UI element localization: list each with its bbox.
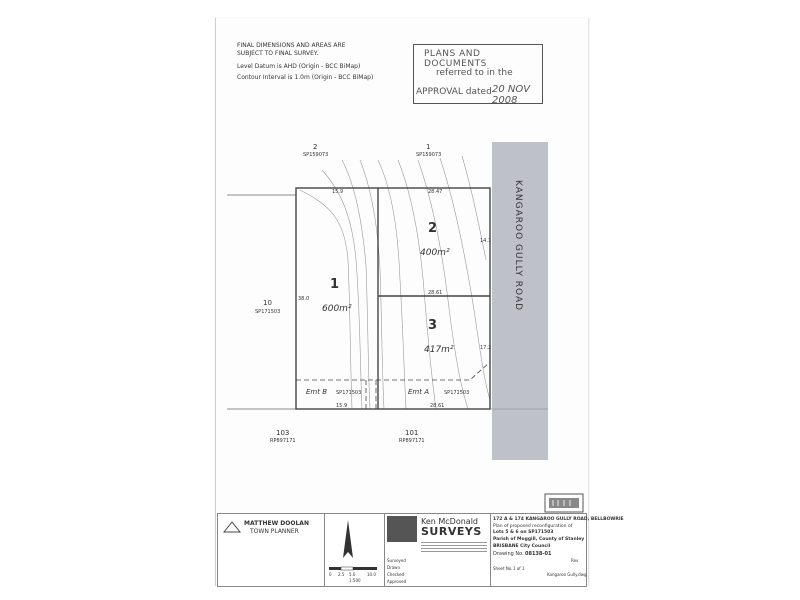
note-line: Contour Interval is 1.0m (Origin - BCC BiMap) [237, 74, 374, 81]
note-line: Level Datum is AHD (Origin - BCC BiMap) [237, 63, 361, 70]
dimension-label: 15.9 [336, 403, 348, 409]
scale-tick: 10.0 [367, 572, 376, 577]
property-address: 172 A & 174 KANGAROO GULLY ROAD, BELLBOWRIE [493, 517, 624, 522]
council-name: BRISBANE City Council [493, 544, 551, 549]
dimension-label: 38.0 [298, 296, 310, 302]
neighbour-lot-label: 101 [405, 429, 419, 437]
scale-tick: 2.5 [338, 572, 345, 577]
neighbour-lot-label: 10 [263, 299, 272, 307]
easement-plan-label: SP171503 [444, 390, 470, 396]
planner-logo-icon [222, 520, 242, 534]
scale-block [324, 513, 386, 587]
planner-role: TOWN PLANNER [250, 528, 299, 535]
dimension-label: 28.47 [428, 189, 443, 195]
checked-label: Checked [387, 572, 405, 577]
drawing-number: 08138-01 [525, 551, 552, 557]
note-line: FINAL DIMENSIONS AND AREAS ARE [237, 42, 346, 49]
dimension-label: 17.2 [480, 345, 492, 351]
neighbour-plan-label: SP171503 [255, 309, 281, 315]
plan-lots: Lots 5 & 6 on SP171503 [493, 530, 554, 535]
parish-county: Parish of Moggill, County of Stanley [493, 537, 585, 542]
neighbour-plan-label: SP159073 [303, 152, 329, 158]
stamp-line: PLANS AND DOCUMENTS [424, 49, 487, 69]
stamp-line: APPROVAL dated [416, 87, 492, 97]
lot-area: 600m² [322, 304, 352, 314]
drawing-number-label: Drawing No. [493, 551, 524, 557]
planner-block [217, 513, 326, 587]
neighbour-lot-label: 103 [276, 429, 290, 437]
neighbour-plan-label: RP897171 [270, 438, 296, 444]
dimension-label: 28.61 [430, 403, 445, 409]
neighbour-lot-label: 1 [426, 143, 431, 151]
surveyor-logo [387, 516, 417, 542]
easement-lines [296, 362, 490, 409]
scale-ratio: 1:500 [349, 578, 361, 583]
stamp-line: referred to in the [436, 68, 513, 78]
lot-area: 400m² [420, 248, 450, 258]
sheet-number-label: Sheet No. [493, 566, 513, 571]
neighbour-lot-label: 2 [313, 143, 318, 151]
easement-label: Emt B [306, 388, 328, 396]
surveyor-name: Ken McDonald [421, 517, 479, 526]
sheet-number: 1 of 1 [513, 566, 525, 571]
easement-label: Emt A [408, 388, 429, 396]
drawn-label: Drawn [387, 565, 400, 570]
scale-tick: 5.0 [349, 572, 356, 577]
approved-label: Approved [387, 579, 407, 584]
plan-description: Plan of proposed reconfiguration of [493, 524, 573, 529]
note-line: SUBJECT TO FINAL SURVEY. [237, 50, 319, 57]
stamp-date: 20 NOV 2008 [492, 84, 531, 106]
lot-number: 3 [428, 318, 438, 333]
neighbour-plan-label: SP159073 [416, 152, 442, 158]
easement-plan-label: SP171503 [336, 390, 362, 396]
revision-label: Rev [571, 558, 579, 563]
council-logo-mark [544, 493, 584, 513]
surveyor-brand: SURVEYS [421, 525, 482, 538]
surveyed-label: Surveyed [387, 558, 406, 563]
contour-lines [300, 156, 490, 409]
scale-tick: 0 [329, 572, 332, 577]
planner-name: MATTHEW DOOLAN [244, 520, 309, 527]
lot-area: 417m² [424, 345, 454, 355]
surveyor-contact-text [421, 540, 487, 554]
file-reference: Kangaroo Gully.dwg [547, 572, 587, 577]
plan-details-block [490, 513, 624, 587]
road-name: KANGAROO GULLY ROAD [513, 180, 523, 312]
north-arrow-icon [341, 520, 355, 560]
dimension-label: 28.61 [428, 290, 443, 296]
neighbour-plan-label: RP897171 [399, 438, 425, 444]
lot-number: 2 [428, 221, 438, 236]
lot-number: 1 [330, 277, 340, 292]
lot-boundaries [296, 188, 490, 409]
dimension-label: 14.1 [480, 238, 492, 244]
dimension-label: 15.9 [332, 189, 344, 195]
surveyor-block [384, 513, 492, 587]
